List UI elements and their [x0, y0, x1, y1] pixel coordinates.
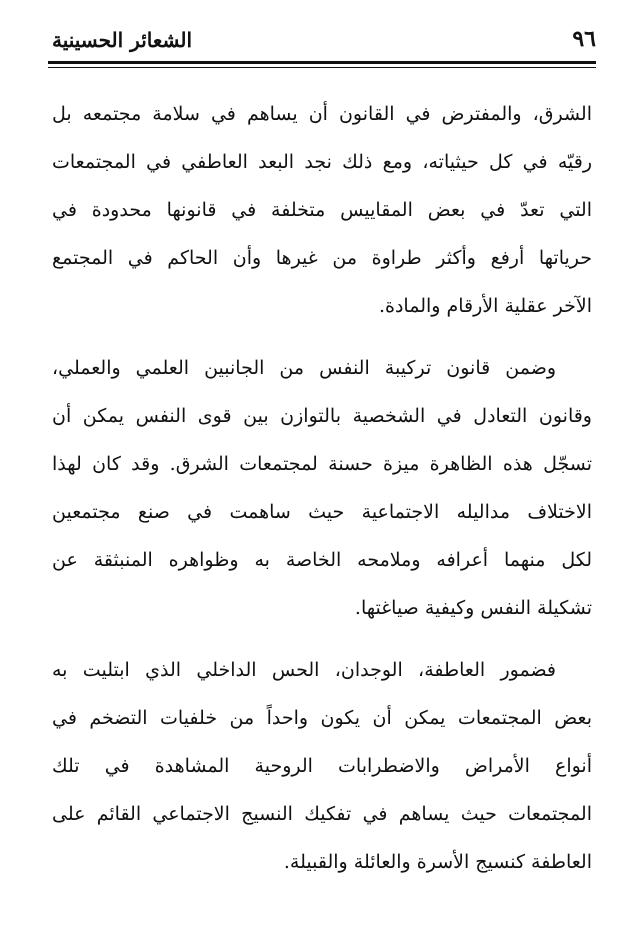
text-line: وقانون التعادل في الشخصية بالتوازن بين قوى النفس يمكن أن: [52, 405, 592, 427]
text-line: تشكيلة النفس وكيفية صياغتها.: [354, 597, 592, 619]
body-text: [52, 90, 592, 886]
text-line: الشرق، والمفترض في القانون أن يساهم في سلامة مجتمعه بل: [52, 103, 592, 125]
text-line: لكل منهما أعرافه وملامحه الخاصة به وظواهره المنبثقة عن: [52, 549, 592, 571]
page-number: ٩٦: [572, 26, 596, 52]
text-line: حرياتها أرفع وأكثر طراوة من غيرها وأن الحاكم في المجتمع: [52, 247, 592, 269]
running-title: الشعائر الحسينية: [51, 28, 192, 52]
text-line: الاختلاف مداليله الاجتماعية حيث ساهمت في صنع مجتمعين: [52, 501, 592, 523]
text-line: التي تعدّ في بعض المقاييس متخلفة في قانونها محدودة في: [52, 199, 592, 221]
paragraph-3: [52, 646, 592, 886]
paragraph-2: [52, 344, 592, 632]
header-rule-thick: [48, 61, 596, 64]
text-line: بعض المجتمعات يمكن أن يكون واحداً من خلفيات التضخم في: [52, 707, 592, 729]
text-line: فضمور العاطفة، الوجدان، الحس الداخلي الذي ابتليت به: [52, 659, 556, 681]
text-line: العاطفة كنسيج الأسرة والعائلة والقبيلة.: [283, 851, 592, 873]
text-line: الآخر عقلية الأرقام والمادة.: [378, 295, 592, 317]
text-line: أنواع الأمراض والاضطرابات الروحية المشاهدة في تلك: [52, 755, 592, 777]
paragraph-1: [52, 90, 592, 330]
paragraph-gap: [52, 330, 592, 344]
text-line: رقيّه في كل حيثياته، ومع ذلك نجد البعد العاطفي في المجتمعات: [52, 151, 592, 173]
text-line: المجتمعات حيث يساهم في تفكيك النسيج الاجتماعي القائم على: [52, 803, 592, 825]
text-line: تسجّل هذه الظاهرة ميزة حسنة لمجتمعات الشرق. وقد كان لهذا: [52, 453, 592, 475]
header-rule-thin: [48, 67, 596, 68]
page-header: [48, 24, 596, 60]
paragraph-gap: [52, 632, 592, 646]
text-line: وضمن قانون تركيبة النفس من الجانبين العلمي والعملي،: [52, 357, 556, 379]
